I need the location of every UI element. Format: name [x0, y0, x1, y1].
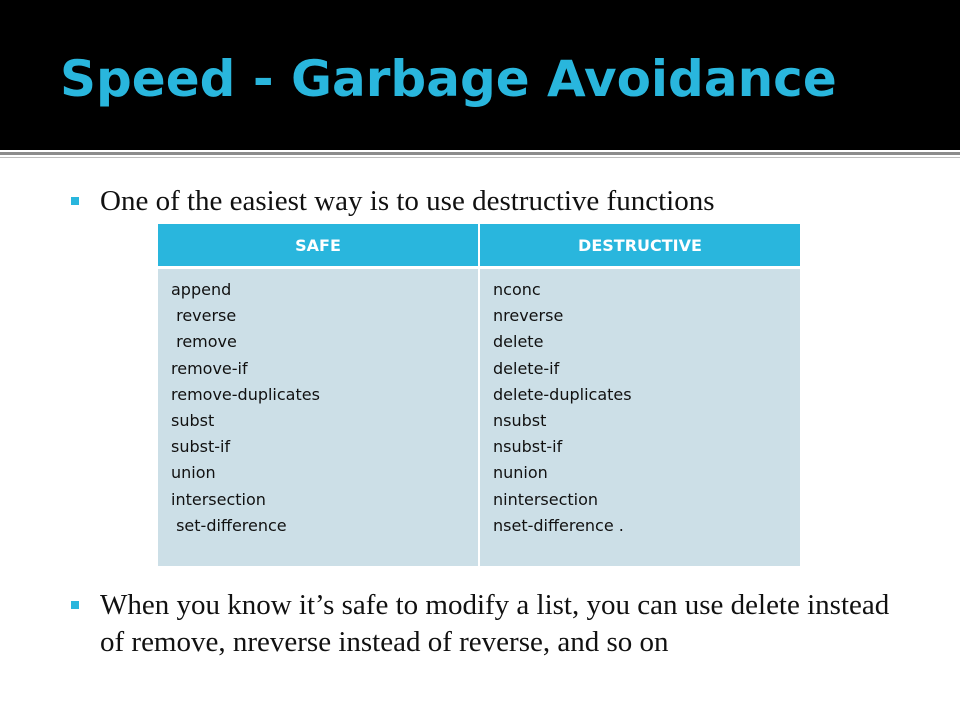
table-header-row — [158, 224, 800, 268]
slide-title: Speed - Garbage Avoidance — [60, 50, 837, 108]
destructive-function-item: delete-duplicates — [493, 384, 632, 404]
destructive-function-item: nintersection — [493, 489, 599, 509]
destructive-function-item: delete-if — [493, 358, 560, 378]
safe-function-item: subst — [171, 410, 215, 430]
safe-functions-cell — [158, 268, 479, 567]
safe-function-item: reverse — [171, 306, 237, 326]
title-bar — [0, 0, 960, 150]
safe-function-item: append — [171, 280, 232, 299]
safe-function-item: subst-if — [171, 437, 231, 457]
title-divider — [0, 152, 960, 155]
table-header-destructive: DESTRUCTIVE — [479, 224, 800, 268]
functions-table — [158, 224, 800, 566]
bullet-text: When you know it’s safe to modify a list, you can use delete instead of remove, nreverse instead of reverse, and so on — [100, 589, 890, 658]
bullet-text: One of the easiest way is to use destructive functions — [100, 185, 715, 217]
destructive-function-item: delete — [493, 332, 544, 352]
destructive-function-item: nset-difference . — [493, 515, 624, 535]
destructive-function-item: nsubst-if — [493, 437, 563, 457]
destructive-function-item: nreverse — [493, 306, 564, 326]
title-divider-thin — [0, 157, 960, 158]
safe-function-item: remove — [171, 332, 237, 352]
table-row — [158, 268, 800, 567]
destructive-function-item: nsubst — [493, 410, 547, 430]
safe-function-item: union — [171, 463, 216, 483]
safe-function-item: set-difference — [171, 515, 287, 535]
table-header-safe: SAFE — [158, 224, 479, 268]
safe-function-item: intersection — [171, 489, 266, 509]
destructive-functions-cell — [479, 268, 800, 567]
destructive-function-item: nunion — [493, 463, 548, 483]
safe-function-item: remove-duplicates — [171, 384, 320, 404]
bullet-marker-icon — [71, 601, 79, 609]
bullet-marker-icon — [71, 197, 79, 205]
destructive-function-item: nconc — [493, 280, 541, 299]
safe-function-item: remove-if — [171, 358, 248, 378]
